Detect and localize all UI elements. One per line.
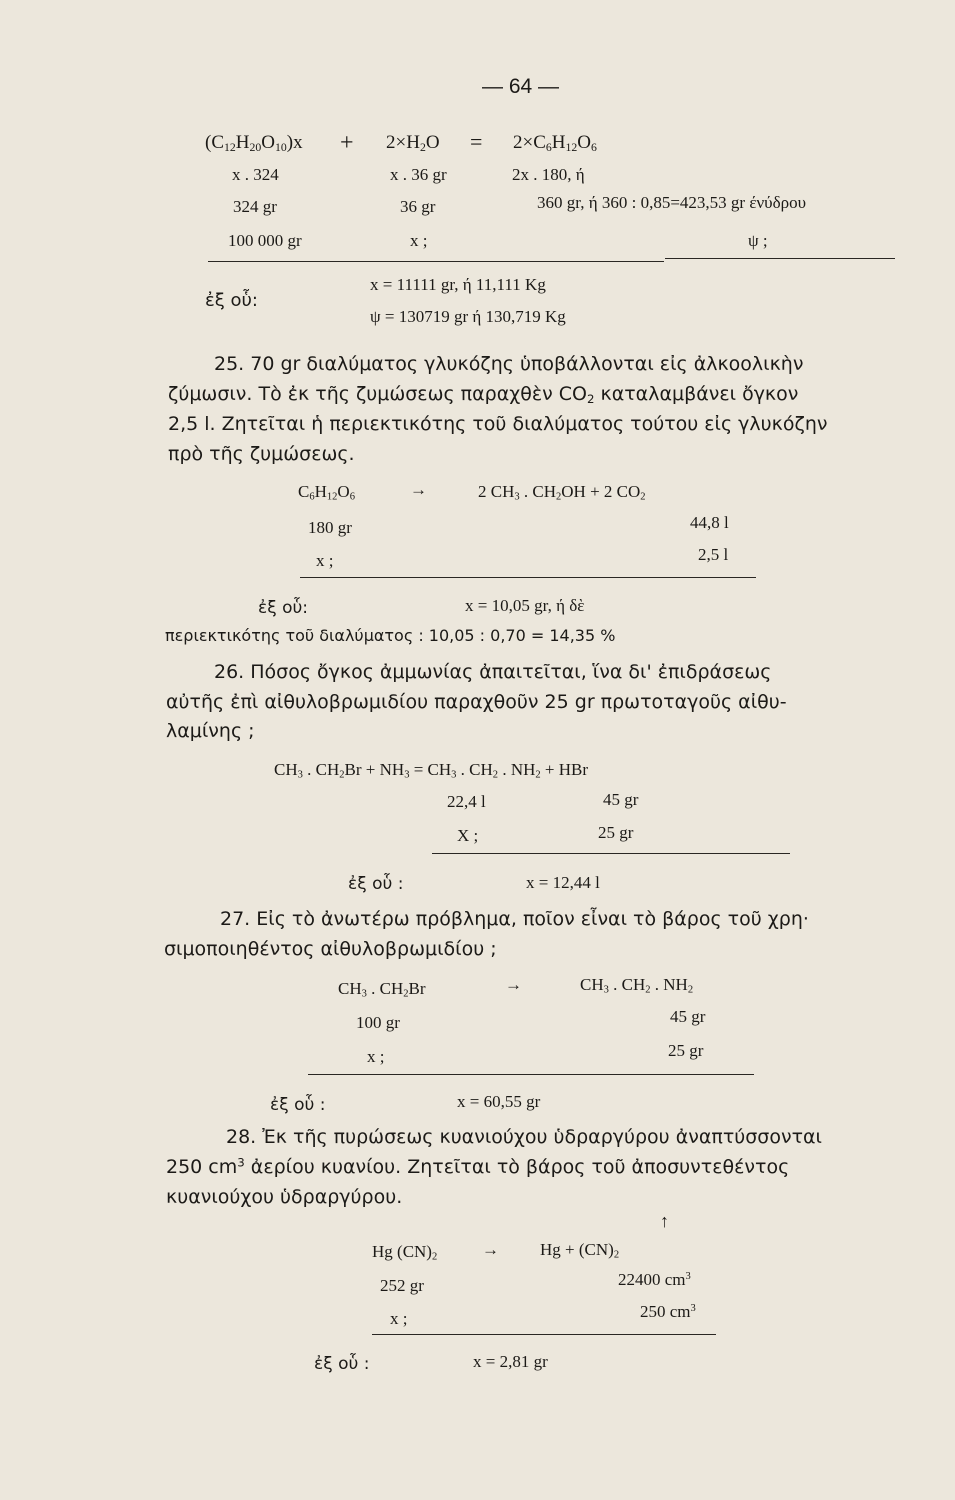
table-cell: 2x . 180, ή (512, 165, 585, 184)
divider (300, 577, 756, 578)
equation-term: $CH_3$ . $CH_2Br$ (338, 979, 426, 1000)
equation-term: 2 $CH_3$ . $CH_2OH + 2$ $CO_2$ (478, 482, 646, 503)
divider (208, 261, 664, 262)
table-cell: 36 gr (400, 197, 436, 216)
divider (665, 258, 895, 259)
result-line: x = 11111 gr, ή 11,111 Kg (370, 275, 546, 294)
table-cell: 2,5 l (698, 545, 729, 564)
table-cell: 44,8 l (690, 513, 729, 532)
therefore-label: ἐξ οὗ : (270, 1095, 326, 1115)
therefore-label: ἐξ οὗ: (258, 598, 309, 618)
equation-row: $CH_3$ . $CH_2Br + NH_3 = CH_3$ . $CH_2$ . $NH_2$ + HBr (274, 760, 589, 781)
divider (372, 1334, 716, 1335)
table-cell: x ; (316, 551, 334, 570)
table-cell: ψ ; (748, 231, 768, 250)
equation-row: $(C_{12}H_{20}O_{10})x$ (205, 132, 303, 154)
problem-text: πρὸ τῆς ζυμώσεως. (168, 443, 355, 465)
reaction-arrow-icon: → (410, 480, 427, 499)
table-cell: x . 324 (232, 165, 279, 184)
therefore-label: ἐξ οὗ : (314, 1354, 370, 1374)
divider (308, 1074, 754, 1075)
table-cell: 100 gr (356, 1013, 400, 1032)
problem-text: αὐτῆς ἐπὶ αἰθυλοβρωμιδίου παραχθοῦν 25 gr πρωτοταγοῦς αἰθυ- (166, 691, 787, 713)
reaction-arrow-icon: → (505, 975, 522, 994)
problem-text: 250 $cm^3$ ἀερίου κυανίου. Ζητεῖται τὸ βάρος τοῦ ἀποσυντεθέντος (166, 1155, 790, 1178)
problem-text: 2,5 l. Ζητεῖται ἡ περιεκτικότης τοῦ διαλύματος τούτου εἰς γλυκόζην (168, 413, 828, 435)
equation-term: $Hg + (CN)_2$ (540, 1240, 620, 1261)
problem-text: λαμίνης ; (166, 720, 255, 742)
table-cell: 22400 $cm^3$ (618, 1270, 691, 1289)
table-cell: 252 gr (380, 1276, 424, 1295)
equation-term: $2\times H_2O$ (386, 132, 440, 154)
concentration-line: περιεκτικότης τοῦ διαλύματος : 10,05 : 0,70 = 14,35 % (165, 626, 616, 645)
table-cell: 25 gr (668, 1041, 704, 1060)
table-cell: 22,4 l (447, 792, 486, 811)
table-cell: 45 gr (603, 790, 639, 809)
therefore-label: ἐξ οὗ: (205, 290, 258, 311)
equation-term: $CH_3$ . $CH_2$ . $NH_2$ (580, 975, 694, 996)
problem-text: ζύμωσιν. Τὸ ἐκ τῆς ζυμώσεως παραχθὲν $CO_2$ καταλαμβάνει ὄγκον (168, 383, 799, 406)
problem-text: 25. 70 gr διαλύματος γλυκόζης ὑποβάλλονται εἰς ἀλκοολικὴν (214, 353, 804, 375)
equation-term: $2\times C_6H_{12}O_6$ (513, 132, 597, 154)
problem-text: 28. Ἐκ τῆς πυρώσεως κυανιούχου ὑδραργύρου ἀναπτύσσονται (226, 1126, 822, 1148)
problem-text: σιμοποιηθέντος αἰθυλοβρωμιδίου ; (164, 938, 497, 960)
result-line: x = 60,55 gr (457, 1092, 541, 1111)
table-cell: 100 000 gr (228, 231, 302, 250)
result-line: ψ = 130719 gr ή 130,719 Kg (370, 307, 566, 326)
divider (432, 853, 790, 854)
table-cell: 250 $cm^3$ (640, 1302, 696, 1321)
problem-text: 27. Εἰς τὸ ἀνωτέρω πρόβλημα, ποῖον εἶναι τὸ βάρος τοῦ χρη· (220, 908, 809, 930)
table-cell: X ; (457, 826, 479, 845)
equation-term: $C_6H_{12}O_6$ (298, 482, 355, 503)
table-cell: 45 gr (670, 1007, 706, 1026)
result-line: x = 12,44 l (526, 873, 600, 892)
result-line: x = 2,81 gr (473, 1352, 548, 1371)
table-cell: x ; (390, 1309, 408, 1328)
problem-text: 26. Πόσος ὄγκος ἀμμωνίας ἀπαιτεῖται, ἵνα δι' ἐπιδράσεως (214, 661, 772, 683)
therefore-label: ἐξ οὗ : (348, 874, 404, 894)
table-cell: x ; (367, 1047, 385, 1066)
equation-term: Hg $(CN)_2$ (372, 1242, 438, 1263)
table-cell: x ; (410, 231, 428, 250)
table-cell: 324 gr (233, 197, 277, 216)
reaction-arrow-icon: → (482, 1240, 499, 1259)
table-cell: 360 gr, ή 360 : 0,85=423,53 gr ένύδρου (537, 193, 806, 212)
problem-text: κυανιούχου ὑδραργύρου. (166, 1186, 403, 1208)
table-cell: x . 36 gr (390, 165, 447, 184)
result-line: x = 10,05 gr, ή δὲ (465, 596, 585, 615)
plus-sign: + (340, 130, 354, 156)
gas-escape-arrow-icon: ↑ (660, 1211, 669, 1231)
equals-sign: = (470, 129, 483, 154)
page-number: — 64 — (482, 75, 560, 98)
table-cell: 25 gr (598, 823, 634, 842)
table-cell: 180 gr (308, 518, 352, 537)
